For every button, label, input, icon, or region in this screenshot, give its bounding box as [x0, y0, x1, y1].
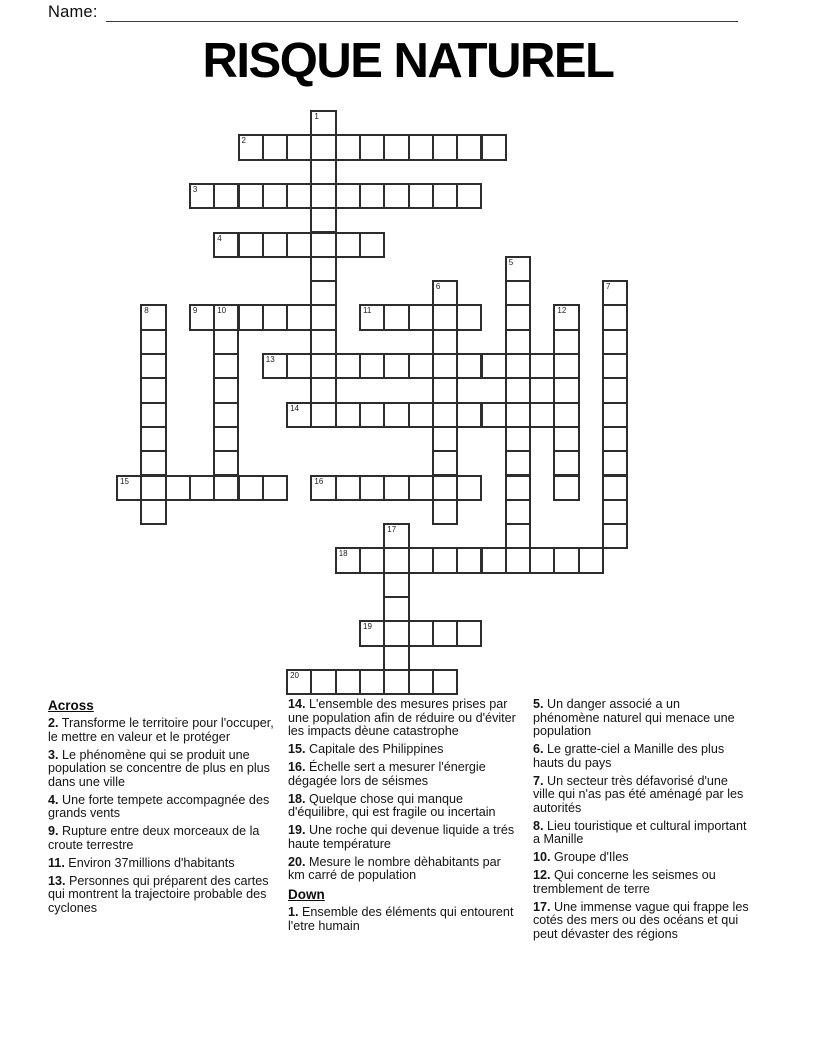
cell-number: 6	[435, 282, 441, 292]
grid-cell[interactable]	[383, 547, 409, 573]
clue-number: 14.	[288, 697, 306, 711]
clue-item: 14. L'ensemble des mesures prises par une population afin de réduire ou d'éviter les impacts dèune catastrophe	[288, 697, 516, 738]
grid-cell[interactable]	[481, 402, 507, 428]
clue-number: 9.	[48, 824, 59, 838]
clue-number: 3.	[48, 747, 59, 762]
cell-number: 1	[314, 112, 319, 121]
grid-cell[interactable]	[456, 547, 482, 573]
grid-cell[interactable]	[359, 620, 385, 646]
grid-cell[interactable]	[602, 304, 628, 330]
cell-number: 14	[290, 403, 299, 413]
grid-cell[interactable]	[262, 304, 288, 330]
clue-item: 13. Personnes qui préparent des cartes qui montrent la trajectoire probable des cyclones	[48, 873, 269, 915]
grid-cell[interactable]	[213, 183, 239, 209]
grid-cell[interactable]	[505, 523, 531, 549]
grid-cell[interactable]	[553, 402, 579, 428]
grid-cell[interactable]	[505, 426, 531, 452]
grid-cell[interactable]	[553, 450, 579, 476]
clue-item: 17. Une immense vague qui frappe les cotés des mers ou des océans et qui peut dévaster des régions	[533, 899, 749, 941]
grid-cell[interactable]	[286, 402, 312, 428]
grid-cell[interactable]	[310, 183, 336, 209]
grid-cell[interactable]	[432, 353, 458, 379]
grid-cell[interactable]	[505, 547, 531, 573]
cell-number: 7	[606, 282, 611, 292]
grid-cell[interactable]	[432, 620, 458, 646]
grid-cell[interactable]	[408, 134, 434, 160]
grid-cell[interactable]	[213, 329, 239, 355]
cell-number: 3	[192, 184, 198, 194]
grid-cell[interactable]	[335, 134, 361, 160]
page-title: RISQUE NATUREL	[202, 34, 614, 88]
grid-cell[interactable]	[432, 377, 458, 403]
grid-cell[interactable]	[481, 353, 507, 379]
clue-item: 11. Environ 37millions d'habitants	[48, 855, 235, 870]
clue-number: 1.	[288, 905, 299, 919]
grid-cell[interactable]	[602, 426, 628, 452]
cell-number: 12	[557, 306, 567, 316]
grid-cell[interactable]	[359, 232, 385, 258]
cell-number: 15	[120, 476, 129, 486]
clue-number: 11.	[48, 855, 65, 870]
grid-cell[interactable]	[140, 402, 166, 428]
grid-cell[interactable]	[383, 402, 409, 428]
grid-cell[interactable]	[505, 450, 531, 476]
grid-cell[interactable]	[238, 232, 264, 258]
grid-cell[interactable]	[456, 353, 482, 379]
grid-cell[interactable]	[189, 183, 215, 209]
grid-cell[interactable]	[602, 450, 628, 476]
grid-cell[interactable]	[553, 547, 579, 573]
clue-item: 8. Lieu touristique et cultural important a Manille	[533, 818, 747, 846]
grid-cell[interactable]	[408, 353, 434, 379]
grid-cell[interactable]	[359, 134, 385, 160]
grid-cell[interactable]	[310, 110, 336, 136]
clue-number: 10.	[533, 850, 551, 864]
grid-cell[interactable]	[213, 402, 239, 428]
clue-item: 4. Une forte tempete accompagnée des grands vents	[48, 792, 270, 820]
grid-cell[interactable]	[505, 499, 531, 525]
grid-cell[interactable]	[529, 547, 555, 573]
grid-cell[interactable]	[286, 304, 312, 330]
grid-cell[interactable]	[310, 280, 336, 306]
grid-cell[interactable]	[383, 669, 409, 695]
clue-item: 3. Le phénomène qui se produit une population se concentre de plus en plus dans une ville	[48, 747, 270, 789]
grid-cell[interactable]	[408, 475, 434, 501]
grid-cell[interactable]	[140, 353, 166, 379]
clue-item: 12. Qui concerne les seismes ou tremblement de terre	[533, 868, 716, 896]
grid-cell[interactable]	[432, 499, 458, 525]
grid-cell[interactable]	[359, 402, 385, 428]
grid-cell[interactable]	[140, 329, 166, 355]
grid-cell[interactable]	[553, 353, 579, 379]
clue-number: 8.	[533, 818, 544, 833]
grid-cell[interactable]	[286, 353, 312, 379]
grid-cell[interactable]	[408, 304, 434, 330]
grid-cell[interactable]	[140, 450, 166, 476]
grid-cell[interactable]	[262, 353, 288, 379]
grid-cell[interactable]	[456, 475, 482, 501]
cell-number: 17	[387, 525, 397, 535]
grid-cell[interactable]	[310, 669, 336, 695]
grid-cell[interactable]	[432, 450, 458, 476]
clue-column-1	[48, 698, 276, 920]
grid-cell[interactable]	[140, 304, 166, 330]
grid-cell[interactable]	[335, 353, 361, 379]
clue-item: 20. Mesure le nombre dèhabitants par km carré de population	[288, 854, 501, 882]
cell-number: 9	[192, 306, 198, 316]
grid-cell[interactable]	[432, 304, 458, 330]
grid-cell[interactable]	[359, 475, 385, 501]
clue-number: 4.	[48, 792, 59, 807]
grid-cell[interactable]	[286, 183, 312, 209]
grid-cell[interactable]	[310, 207, 336, 233]
grid-cell[interactable]	[505, 329, 531, 355]
grid-cell[interactable]	[505, 377, 531, 403]
grid-cell[interactable]	[310, 232, 336, 258]
cell-number: 13	[265, 355, 275, 364]
grid-cell[interactable]	[456, 134, 482, 160]
grid-cell[interactable]	[310, 377, 336, 403]
clue-number: 20.	[288, 854, 306, 869]
grid-cell[interactable]	[432, 669, 458, 695]
grid-cell[interactable]	[359, 304, 385, 330]
grid-cell[interactable]	[165, 475, 191, 501]
clue-item: 18. Quelque chose qui manque d'équilibre, qui est fragile ou incertain	[288, 791, 496, 819]
grid-cell[interactable]	[432, 475, 458, 501]
cell-number: 11	[363, 306, 372, 316]
clue-item: 7. Un secteur très défavorisé d'une ville qui n'as pas été aménagé par les autorités	[533, 773, 744, 815]
cell-number: 5	[508, 257, 514, 267]
grid-cell[interactable]	[553, 304, 579, 330]
grid-cell[interactable]	[408, 402, 434, 428]
grid-cell[interactable]	[310, 329, 336, 355]
grid-cell[interactable]	[310, 475, 336, 501]
grid-cell[interactable]	[383, 523, 409, 549]
cell-number: 19	[363, 622, 372, 632]
grid-cell[interactable]	[310, 353, 336, 379]
grid-cell[interactable]	[262, 134, 288, 160]
grid-cell[interactable]	[213, 232, 239, 258]
grid-cell[interactable]	[432, 329, 458, 355]
clue-number: 13.	[48, 873, 66, 888]
grid-cell[interactable]	[456, 620, 482, 646]
grid-cell[interactable]	[310, 402, 336, 428]
grid-cell[interactable]	[189, 304, 215, 330]
grid-cell[interactable]	[286, 134, 312, 160]
grid-cell[interactable]	[578, 547, 604, 573]
grid-cell[interactable]	[238, 475, 264, 501]
grid-cell[interactable]	[335, 669, 361, 695]
grid-cell[interactable]	[213, 304, 239, 330]
grid-cell[interactable]	[553, 377, 579, 403]
clue-item: 19. Une roche qui devenue liquide a trés haute température	[288, 823, 515, 851]
cell-number: 16	[314, 476, 324, 486]
grid-cell[interactable]	[213, 475, 239, 501]
grid-cell[interactable]	[359, 183, 385, 209]
clue-number: 5.	[533, 697, 544, 711]
grid-cell[interactable]	[238, 183, 264, 209]
grid-cell[interactable]	[213, 450, 239, 476]
clue-item: 16. Échelle sert a mesurer l'énergie dégagée lors de séismes	[288, 760, 486, 788]
grid-cell[interactable]	[505, 353, 531, 379]
grid-cell[interactable]	[432, 547, 458, 573]
clue-number: 15.	[288, 742, 306, 756]
grid-cell[interactable]	[505, 475, 531, 501]
grid-cell[interactable]	[408, 669, 434, 695]
grid-cell[interactable]	[505, 280, 531, 306]
grid-cell[interactable]	[310, 159, 336, 185]
cell-number: 8	[144, 306, 149, 316]
grid-cell[interactable]	[262, 475, 288, 501]
grid-cell[interactable]	[432, 280, 458, 306]
grid-cell[interactable]	[456, 183, 482, 209]
grid-cell[interactable]	[335, 232, 361, 258]
grid-cell[interactable]	[432, 426, 458, 452]
grid-cell[interactable]	[602, 523, 628, 549]
grid-cell[interactable]	[505, 402, 531, 428]
grid-cell[interactable]	[335, 402, 361, 428]
grid-cell[interactable]	[505, 304, 531, 330]
clue-item: 5. Un danger associé a un phénomène naturel qui menace une population	[533, 697, 735, 738]
clue-section-header: Across	[48, 698, 94, 713]
grid-cell[interactable]	[553, 426, 579, 452]
grid-cell[interactable]	[238, 304, 264, 330]
grid-cell[interactable]	[310, 304, 336, 330]
clue-number: 19.	[288, 823, 306, 837]
grid-cell[interactable]	[408, 547, 434, 573]
clue-number: 18.	[288, 791, 306, 806]
grid-cell[interactable]	[529, 402, 555, 428]
grid-cell[interactable]	[432, 183, 458, 209]
cell-number: 10	[217, 306, 227, 316]
grid-cell[interactable]	[238, 134, 264, 160]
grid-cell[interactable]	[456, 402, 482, 428]
grid-cell[interactable]	[505, 256, 531, 282]
grid-cell[interactable]	[383, 183, 409, 209]
grid-cell[interactable]	[213, 377, 239, 403]
grid-cell[interactable]	[602, 353, 628, 379]
clue-item: 1. Ensemble des éléments qui entourent l'etre humain	[288, 905, 514, 933]
grid-cell[interactable]	[602, 402, 628, 428]
grid-cell[interactable]	[213, 426, 239, 452]
clue-item: 10. Groupe d'Iles	[533, 850, 629, 864]
grid-cell[interactable]	[602, 475, 628, 501]
grid-cell[interactable]	[383, 620, 409, 646]
grid-cell[interactable]	[602, 280, 628, 306]
grid-cell[interactable]	[383, 134, 409, 160]
clue-item: 15. Capitale des Philippines	[288, 742, 444, 756]
grid-cell[interactable]	[602, 499, 628, 525]
cell-number: 2	[241, 136, 246, 146]
clue-number: 2.	[48, 716, 59, 730]
grid-cell[interactable]	[286, 232, 312, 258]
grid-cell[interactable]	[383, 572, 409, 598]
grid-cell[interactable]	[213, 353, 239, 379]
clue-item: 9. Rupture entre deux morceaux de la croute terrestre	[48, 824, 260, 852]
grid-cell[interactable]	[602, 329, 628, 355]
grid-cell[interactable]	[383, 596, 409, 622]
clue-number: 7.	[533, 773, 544, 788]
clue-column-2	[288, 698, 520, 938]
grid-cell[interactable]	[383, 645, 409, 671]
grid-cell[interactable]	[383, 353, 409, 379]
grid-cell[interactable]	[335, 183, 361, 209]
cell-number: 4	[217, 233, 222, 243]
clue-number: 17.	[533, 899, 551, 914]
grid-cell[interactable]	[262, 232, 288, 258]
clue-section-header: Down	[288, 887, 325, 902]
grid-cell[interactable]	[140, 377, 166, 403]
grid-cell[interactable]	[481, 547, 507, 573]
grid-cell[interactable]	[383, 475, 409, 501]
clue-number: 12.	[533, 868, 551, 882]
grid-cell[interactable]	[335, 475, 361, 501]
grid-cell[interactable]	[383, 304, 409, 330]
grid-cell[interactable]	[432, 134, 458, 160]
clue-item: 2. Transforme le territoire pour l'occuper, le mettre en valeur et le protéger	[48, 716, 274, 744]
grid-cell[interactable]	[262, 183, 288, 209]
clue-number: 6.	[533, 742, 544, 756]
grid-cell[interactable]	[140, 499, 166, 525]
grid-cell[interactable]	[140, 475, 166, 501]
grid-cell[interactable]	[359, 353, 385, 379]
clue-column-3	[533, 698, 749, 946]
grid-cell[interactable]	[553, 329, 579, 355]
grid-cell[interactable]	[602, 377, 628, 403]
clue-number: 16.	[288, 760, 306, 774]
grid-cell[interactable]	[408, 620, 434, 646]
cell-number: 18	[338, 549, 348, 559]
grid-cell[interactable]	[529, 353, 555, 379]
grid-cell[interactable]	[553, 475, 579, 501]
grid-cell[interactable]	[359, 547, 385, 573]
grid-cell[interactable]	[310, 134, 336, 160]
grid-cell[interactable]	[286, 669, 312, 695]
grid-cell[interactable]	[335, 547, 361, 573]
grid-cell[interactable]	[189, 475, 215, 501]
grid-cell[interactable]	[408, 183, 434, 209]
grid-cell[interactable]	[116, 475, 142, 501]
clue-item: 6. Le gratte-ciel a Manille des plus hauts du pays	[533, 742, 725, 770]
cell-number: 20	[290, 670, 299, 680]
grid-cell[interactable]	[359, 669, 385, 695]
grid-cell[interactable]	[140, 426, 166, 452]
grid-cell[interactable]	[481, 134, 507, 160]
grid-cell[interactable]	[310, 256, 336, 282]
grid-cell[interactable]	[432, 402, 458, 428]
grid-cell[interactable]	[456, 304, 482, 330]
name-label: Name:	[48, 3, 98, 21]
